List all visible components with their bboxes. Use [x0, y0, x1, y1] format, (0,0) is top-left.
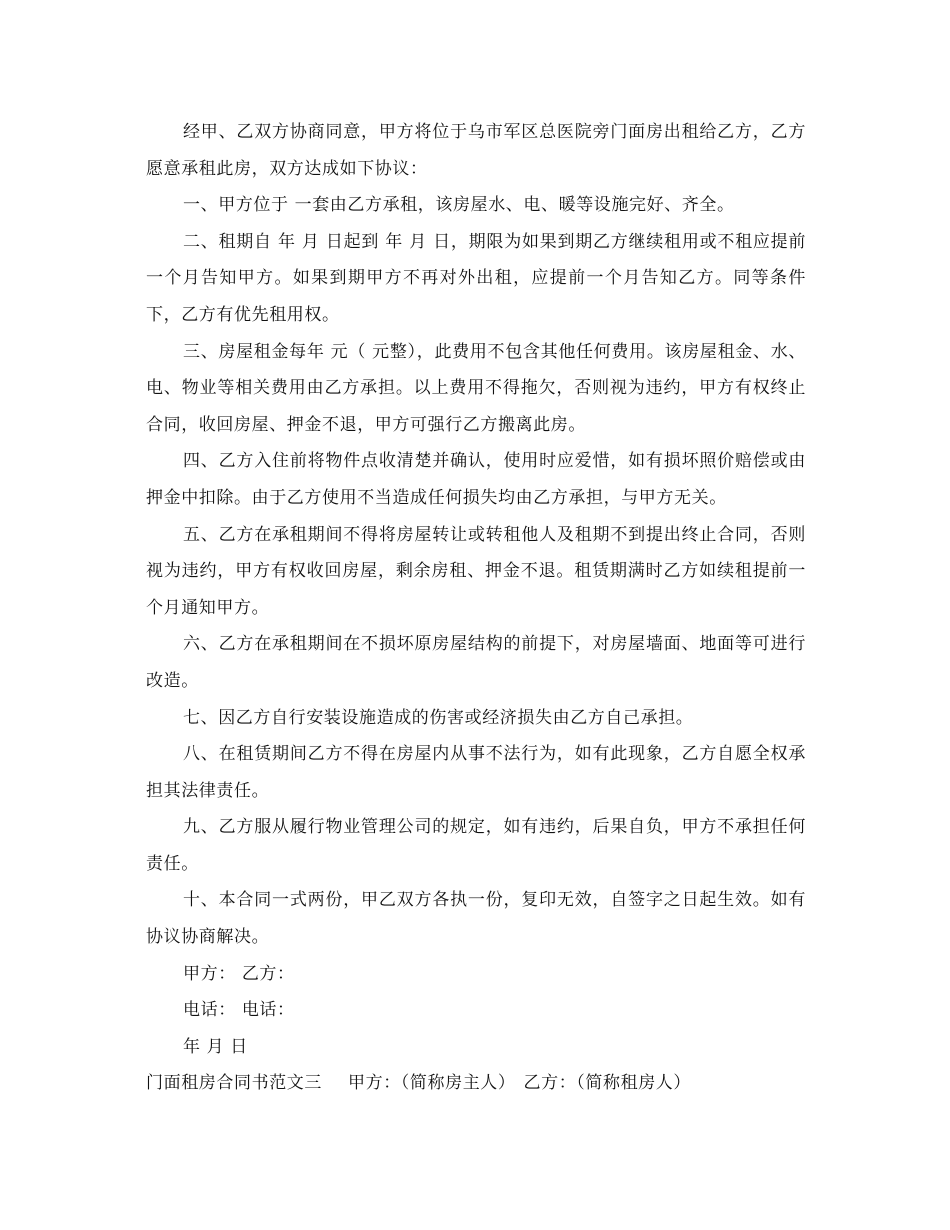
clause-3: 三、房屋租金每年 元（ 元整），此费用不包含其他任何费用。该房屋租金、水、电、物业等相关费用由乙方承担。以上费用不得拖欠，否则视为违约，甲方有权终止合同，收回房屋、押金不退，甲方可强行乙方搬离此房。 — [146, 341, 806, 435]
clause-6: 六、乙方在承租期间在不损坏原房屋结构的前提下，对房屋墙面、地面等可进行改造。 — [146, 634, 806, 691]
party-a-phone-label: 电话： — [183, 1000, 236, 1021]
party-b-signature-label: 乙方： — [241, 963, 295, 984]
clause-7: 七、因乙方自行安装设施造成的伤害或经济损失由乙方自己承担。 — [183, 707, 694, 728]
party-a-signature-label: 甲方： — [183, 963, 236, 984]
signature-phone-line — [146, 992, 806, 1029]
signature-parties-line — [146, 956, 806, 993]
clause-1: 一、甲方位于 一套由乙方承租，该房屋水、电、暖等设施完好、齐全。 — [183, 195, 735, 216]
clause-5: 五、乙方在承租期间不得将房屋转让或转租他人及租期不到提出终止合同，否则视为违约，甲方有权收回房屋，剩余房租、押金不退。租赁期满时乙方如续租提前一个月通知甲方。 — [146, 524, 806, 618]
next-contract-party-a: 甲方：（简称房主人） — [348, 1073, 516, 1094]
signature-date-line: 年 月 日 — [183, 1036, 248, 1057]
intro-paragraph: 经甲、乙双方协商同意，甲方将位于乌市军区总医院旁门面房出租给乙方，乙方愿意承租此房，双方达成如下协议： — [146, 122, 806, 179]
contract-body — [146, 114, 806, 1102]
next-contract-header — [146, 1065, 806, 1102]
clause-2: 二、租期自 年 月 日起到 年 月 日，期限为如果到期乙方继续租用或不租应提前一个月告知甲方。如果到期甲方不再对外出租，应提前一个月告知乙方。同等条件下，乙方有优先租用权。 — [146, 231, 806, 325]
party-b-phone-label: 电话： — [241, 1000, 295, 1021]
clause-10: 十、本合同一式两份，甲乙双方各执一份，复印无效，自签字之日起生效。如有协议协商解决。 — [146, 890, 806, 948]
clause-8: 八、在租赁期间乙方不得在房屋内从事不法行为，如有此现象，乙方自愿全权承担其法律责任。 — [146, 744, 806, 801]
clause-4: 四、乙方入住前将物件点收清楚并确认，使用时应爱惜，如有损坏照价赔偿或由押金中扣除。由于乙方使用不当造成任何损失均由乙方承担，与甲方无关。 — [146, 451, 806, 508]
next-contract-party-b: 乙方：（简称租房人） — [523, 1073, 691, 1094]
clause-9: 九、乙方服从履行物业管理公司的规定，如有违约，后果自负，甲方不承担任何责任。 — [146, 817, 806, 874]
next-contract-title: 门面租房合同书范文三 — [146, 1073, 322, 1094]
